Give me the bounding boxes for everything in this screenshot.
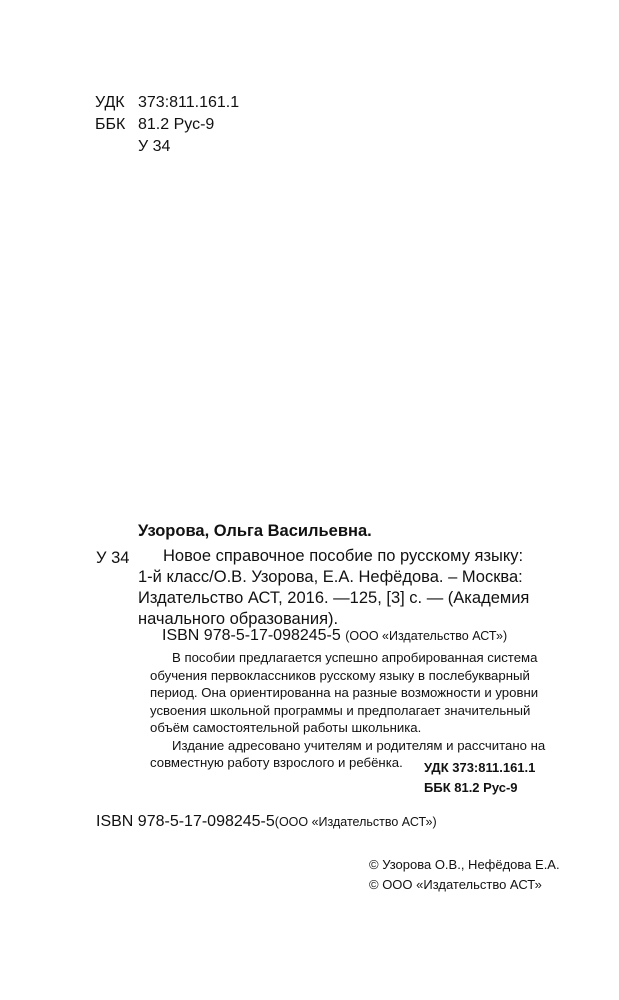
card-bbk: ББК 81.2 Рус-9 xyxy=(424,780,518,795)
description-line: Новое справочное пособие по русскому языку: xyxy=(163,547,524,565)
author-name: Узорова, Ольга Васильевна. xyxy=(138,522,372,540)
bibliographic-description xyxy=(138,546,530,630)
bbk-line xyxy=(95,114,239,136)
description-line: начального образования). xyxy=(138,610,339,628)
footer-isbn-number: ISBN 978-5-17-098245-5 xyxy=(96,813,275,830)
annotation-paragraph: В пособии предлагается успешно апробированная система обучения первоклассников русскому языку в послебукварный период. Она ориентированна на разные возможности и уровни усвоения школьной программы и предполагает значительный объём самостоятельной работы школьника. xyxy=(150,650,539,735)
bbk-label: ББК xyxy=(95,116,126,133)
description-line: Издательство АСТ, 2016. —125, [3] с. — (Академия xyxy=(138,589,530,607)
udk-value: 373:811.161.1 xyxy=(138,94,240,111)
udk-line xyxy=(95,92,239,114)
card-mark: У 34 xyxy=(96,549,130,567)
udk-label: УДК xyxy=(95,94,125,111)
author-mark: У 34 xyxy=(138,138,171,155)
footer-isbn xyxy=(96,813,437,831)
card-isbn xyxy=(162,627,507,645)
copyright-publisher: © ООО «Издательство АСТ» xyxy=(369,877,542,892)
annotation-paragraph: Издание адресовано учителям и родителям и рассчитано на совместную работу взрослого и ребёнка. xyxy=(150,737,546,770)
card-isbn-number: ISBN 978-5-17-098245-5 xyxy=(162,627,341,644)
footer-isbn-publisher: (ООО «Издательство АСТ») xyxy=(274,815,437,829)
description-line: 1-й класс/О.В. Узорова, Е.А. Нефёдова. – Москва: xyxy=(138,568,523,586)
card-udk: УДК 373:811.161.1 xyxy=(424,760,536,775)
card-isbn-publisher: (ООО «Издательство АСТ») xyxy=(345,629,508,643)
author-mark-line xyxy=(95,136,239,158)
copyright-authors: © Узорова О.В., Нефёдова Е.А. xyxy=(369,857,560,872)
annotation xyxy=(150,649,560,772)
classification-block xyxy=(95,92,239,158)
bbk-value: 81.2 Рус-9 xyxy=(138,116,215,133)
